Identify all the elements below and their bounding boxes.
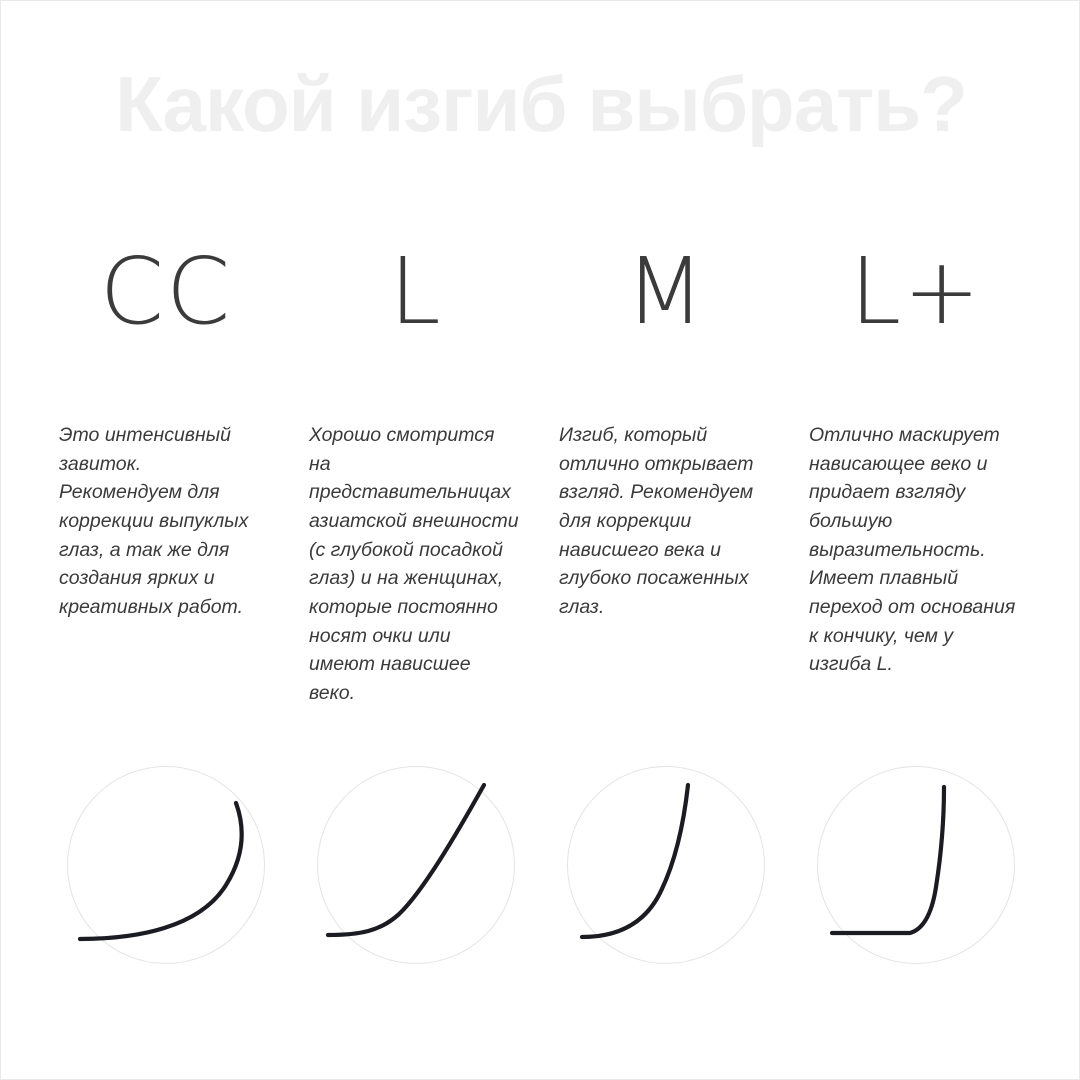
curl-description-l-plus: Отлично маскирует нависающее веко и придает взгляду большую выразительность. Имеет плавный переход от основания к кончику, чем у изгиба L.	[809, 424, 1016, 676]
curl-letter-cc: CC	[99, 237, 233, 345]
lash-curve-cc-icon	[68, 767, 264, 963]
curl-shape-cell-cc	[41, 766, 291, 964]
curl-shape-circle-l	[317, 766, 515, 964]
curl-shape-circle-l-plus	[817, 766, 1015, 964]
curl-description-l: Хорошо смотрится на представительницах азиатской внешности (с глубокой посадкой глаз) и на женщинах, которые постоянно носят очки или имеют нависшее веко.	[309, 424, 519, 704]
page-title: Какой изгиб выбрать?	[115, 60, 967, 148]
curl-shape-cell-m	[541, 766, 791, 964]
curl-shape-circle-cc	[67, 766, 265, 964]
curl-columns	[41, 221, 1041, 708]
lash-curve-l-icon	[318, 767, 514, 963]
curl-shape-cell-l-plus	[791, 766, 1041, 964]
curl-shape-circle-m	[567, 766, 765, 964]
curl-letter-l: L	[389, 237, 443, 345]
curl-description-m: Изгиб, который отлично открывает взгляд. Рекомендуем для коррекции нависшего века и глубоко посаженных глаз.	[559, 424, 754, 618]
curl-column-m	[541, 221, 791, 622]
lash-curve-l-plus-icon	[818, 767, 1014, 963]
curl-column-l-plus	[791, 221, 1041, 679]
curl-column-l	[291, 221, 541, 708]
lash-curve-m-icon	[568, 767, 764, 963]
curl-letter-m: M	[625, 237, 707, 345]
curl-description-cc: Это интенсивный завиток. Рекомендуем для коррекции выпуклых глаз, а так же для создания ярких и креативных работ.	[59, 424, 249, 618]
curl-shape-row	[41, 766, 1041, 964]
curl-shape-cell-l	[291, 766, 541, 964]
curl-column-cc	[41, 221, 291, 622]
curl-letter-l-plus: L+	[849, 237, 983, 345]
